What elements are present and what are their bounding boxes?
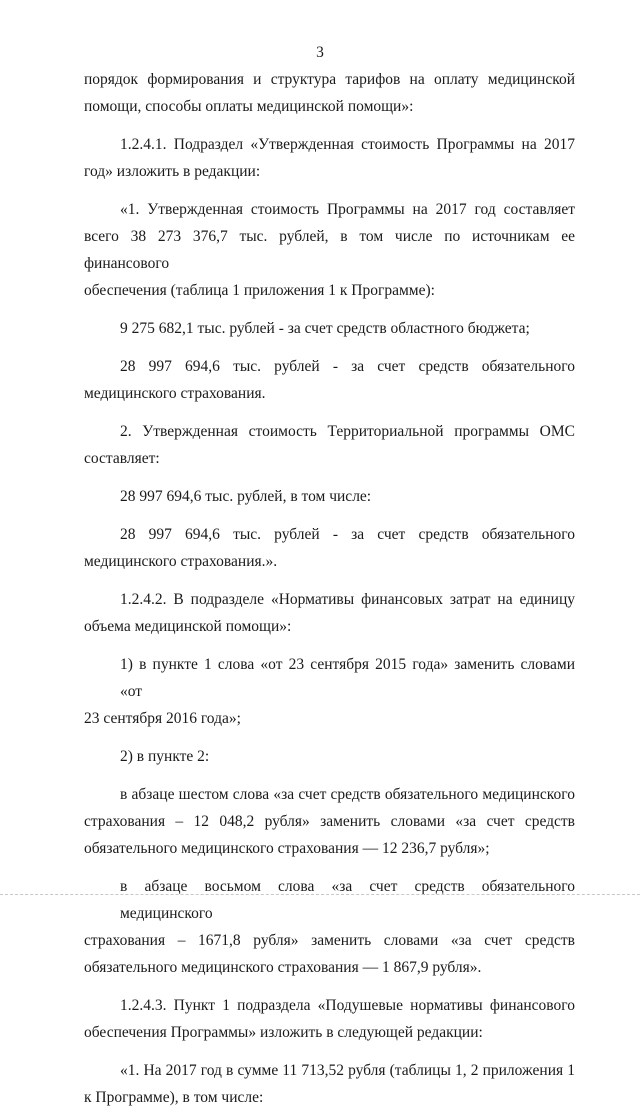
paragraph-line: обязательного медицинского страхования — 1 867,9 рубля». (84, 959, 482, 976)
paragraph (84, 521, 575, 575)
page-bottom-edge (0, 894, 640, 897)
paragraph (84, 781, 575, 862)
paragraph (84, 196, 575, 304)
paragraph (84, 586, 575, 640)
paragraph-line: 2) в пункте 2: (120, 748, 210, 765)
paragraph-line: 28 997 694,6 тыс. рублей, в том числе: (120, 488, 372, 505)
paragraph-line: в абзаце восьмом слова «за счет средств обязательного медицинского (120, 878, 575, 922)
document-body (84, 66, 575, 1111)
paragraph-line: 23 сентября 2016 года»; (84, 710, 241, 727)
paragraph-line: страхования – 1671,8 рубля» заменить словами «за счет средств (84, 932, 575, 949)
paragraph-line: «1. На 2017 год в сумме 11 713,52 рубля (таблицы 1, 2 приложения 1 (120, 1062, 575, 1079)
paragraph-line: 1.2.4.2. В подразделе «Нормативы финансовых затрат на единицу (120, 591, 575, 608)
paragraph-line: в абзаце шестом слова «за счет средств обязательного медицинского (120, 786, 575, 803)
paragraph-line: медицинского страхования. (84, 385, 266, 402)
paragraph (84, 873, 575, 981)
paragraph (84, 651, 575, 732)
paragraph-line: 28 997 694,6 тыс. рублей - за счет средств обязательного (120, 358, 575, 375)
paragraph-line: 9 275 682,1 тыс. рублей - за счет средств областного бюджета; (120, 320, 530, 337)
paragraph (84, 1057, 575, 1111)
paragraph-line: 1.2.4.3. Пункт 1 подраздела «Подушевые нормативы финансового (120, 997, 575, 1014)
paragraph-line: 2. Утвержденная стоимость Территориальной программы ОМС (120, 423, 575, 440)
paragraph (84, 315, 575, 342)
paragraph-line: составляет: (84, 450, 160, 467)
paragraph-line: страхования – 12 048,2 рубля» заменить словами «за счет средств (84, 813, 575, 830)
paragraph-line: 1.2.4.1. Подраздел «Утвержденная стоимость Программы на 2017 (120, 136, 575, 153)
paragraph-line: 1) в пункте 1 слова «от 23 сентября 2015 года» заменить словами «от (120, 656, 575, 700)
paragraph-line: объема медицинской помощи»: (84, 618, 292, 635)
paragraph (84, 353, 575, 407)
paragraph-line: порядок формирования и структура тарифов на оплату медицинской (84, 71, 575, 88)
paragraph-line: обязательного медицинского страхования — 12 236,7 рубля»; (84, 840, 490, 857)
paragraph (84, 418, 575, 472)
paragraph-line: обеспечения (таблица 1 приложения 1 к Программе): (84, 282, 435, 299)
paragraph-line: к Программе), в том числе: (84, 1089, 264, 1106)
paragraph (84, 483, 575, 510)
paragraph (84, 743, 575, 770)
paragraph-line: обеспечения Программы» изложить в следующей редакции: (84, 1024, 483, 1041)
paragraph-line: всего 38 273 376,7 тыс. рублей, в том числе по источникам ее финансового (84, 228, 575, 272)
paragraph-line: медицинского страхования.». (84, 553, 278, 570)
paragraph (84, 66, 575, 120)
paragraph (84, 131, 575, 185)
page-number: 3 (316, 44, 324, 61)
paragraph-line: «1. Утвержденная стоимость Программы на 2017 год составляет (120, 201, 575, 218)
paragraph-line: помощи, способы оплаты медицинской помощи»: (84, 98, 414, 115)
paragraph (84, 992, 575, 1046)
paragraph-line: 28 997 694,6 тыс. рублей - за счет средств обязательного (120, 526, 575, 543)
paragraph-line: год» изложить в редакции: (84, 163, 261, 180)
